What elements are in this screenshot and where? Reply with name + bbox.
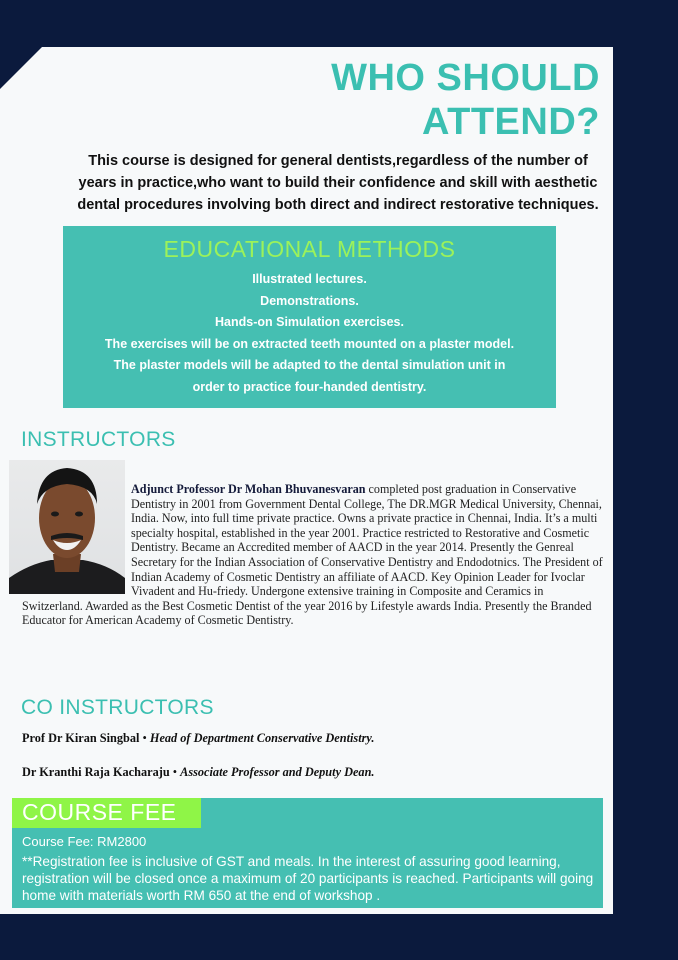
method-item: Hands-on Simulation exercises.	[215, 315, 404, 329]
co-instructor-entry	[22, 731, 375, 746]
educational-methods-box	[63, 226, 556, 408]
course-fee-price: Course Fee: RM2800	[22, 834, 147, 849]
co-instructor-name: Dr Kranthi Raja Kacharaju	[22, 765, 170, 779]
co-instructor-role: Associate Professor and Deputy Dean.	[180, 765, 375, 779]
methods-heading: EDUCATIONAL METHODS	[163, 236, 456, 262]
method-item: order to practice four-handed dentistry.	[192, 379, 427, 394]
method-item: The exercises will be on extracted teeth mounted on a plaster model.	[104, 336, 515, 351]
co-instructor-name: Prof Dr Kiran Singbal	[22, 731, 140, 745]
intro-line-3: dental procedures involving both direct and indirect restorative techniques.	[77, 197, 599, 213]
page-title	[331, 56, 600, 144]
course-fee-box	[12, 798, 603, 908]
method-item: The plaster models will be adapted to the dental simulation unit in	[113, 358, 506, 372]
course-fee-tag	[12, 798, 201, 828]
instructor-photo	[9, 460, 125, 594]
intro-line-2: years in practice,who want to build their confidence and skill with aesthetic	[78, 175, 598, 191]
title-line-2: ATTEND?	[422, 101, 600, 143]
intro-text	[68, 150, 608, 216]
course-fee-heading: COURSE FEE	[22, 799, 177, 825]
instructor-bio-text: completed post graduation in Conservative Dentistry in 2001 from Government Dental College, The DR.MGR Medical University, Chennai, India. Now, into full time private practice. Owns a private practice in Chennai, India. It’s a multi specialty hospital, established in the year 2001. Practice restricted to Restorative and Cosmetic Dentistry. Became an Accredited member of AACD in the year 2014. Presently the Genreal Secretary for the Indian Association of Conservative Dentistry and Endodotnics. The President of Indian Academy of Cosmetic Dentistry an affiliate of AACD. Key Opinion Leader for Ivoclar Vivadent and Hu-friedy. Undergone extensive training in Composite and Ceramics in Switzerland. Awarded as the Best Cosmetic Dentist of the year 2016 by Lifestyle awards India. Presently the Branded Educator for American Academy of Cosmetic Dentistry.	[22, 482, 603, 628]
method-item: Illustrated lectures.	[252, 272, 367, 286]
method-item: Demonstrations.	[260, 293, 359, 308]
instructor-name: Adjunct Professor Dr Mohan Bhuvanesvaran	[131, 482, 366, 496]
bullet-separator: •	[139, 731, 150, 745]
co-instructor-role: Head of Department Conservative Dentistry.	[149, 731, 375, 745]
bullet-separator: •	[169, 765, 181, 779]
instructors-heading: INSTRUCTORS	[21, 428, 176, 451]
co-instructors-heading: CO INSTRUCTORS	[21, 696, 214, 719]
title-line-1: WHO SHOULD	[331, 57, 600, 99]
intro-line-1: This course is designed for general dentists,regardless of the number of	[88, 153, 588, 169]
co-instructor-entry	[22, 765, 375, 780]
course-fee-note: **Registration fee is inclusive of GST and meals. In the interest of assuring good learning, registration will be closed once a maximum of 20 participants is reached. Participants will going home with materials worth RM 650 at the end of workshop .	[22, 854, 594, 903]
corner-triangle	[0, 47, 42, 89]
instructor-portrait-icon	[9, 460, 125, 594]
